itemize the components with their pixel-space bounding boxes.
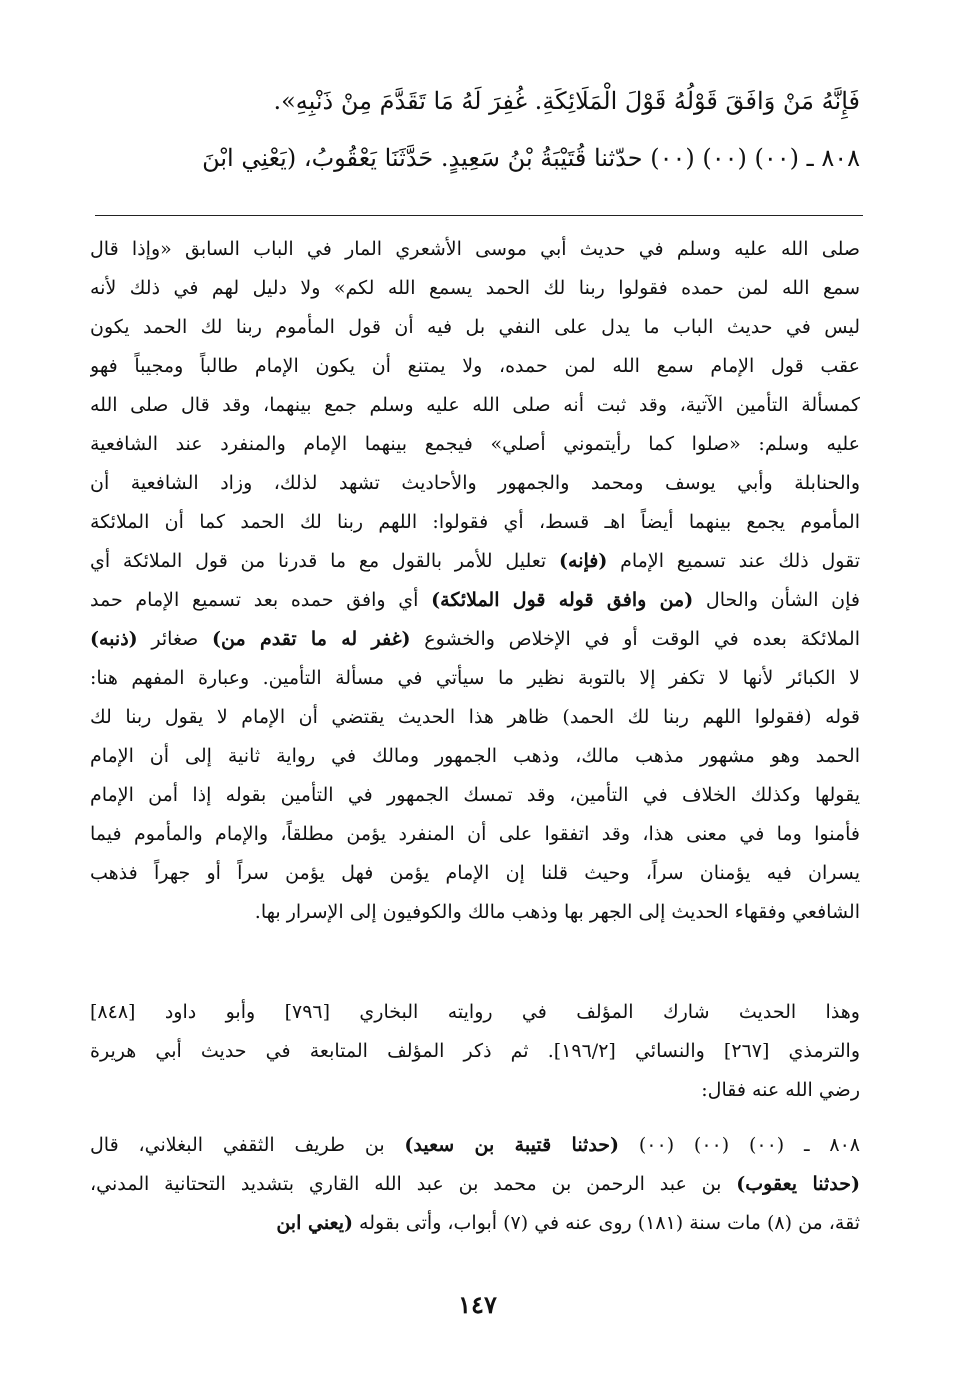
text-span: عقب قول الإمام سمع الله لمن حمده، ولا يمتنع أن يكون الإمام طالباً ومجيباً فهو [90, 355, 860, 377]
text-span: المأموم يجمع بينهما أيضاً اهـ قسط، أي فقولوا: اللهم ربنا لك الحمد كما أن الملائكة [90, 511, 860, 533]
text-span: أي وافق حمده بعد تسميع الإمام حمد [90, 589, 432, 611]
text-line [90, 230, 860, 269]
text-span: الشافعي وفقهاء الحديث إلى الجهر بها وذهب مالك والكوفيون إلى الإسرار بها. [254, 901, 860, 923]
text-line [90, 737, 860, 776]
text-span: سمع الله لمن حمده فقولوا ربنا لك الحمد يسمع الله لكم» ولا دليل لهم في ذلك لأنه [90, 277, 860, 299]
text-span: والحنابلة وأبي يوسف ومحمد والجمهور والأحاديث تشهد لذلك، وزاد الشافعية أن [90, 472, 860, 494]
text-span: وهذا الحديث شارك المؤلف في روايته البخاري [٧٩٦] وأبو داود [٨٤٨] [90, 1001, 860, 1023]
text-span: الحمد وهو مشهور مذهب مالك، وذهب الجمهور ومالك في رواية ثانية إلى أن الإمام [90, 745, 860, 767]
text-span: صلى الله عليه وسلم في حديث أبي موسى الأشعري المار في الباب السابق «وإذا قال [90, 238, 860, 260]
text-span: يقولها وكذلك الخلاف في التأمين، وقد تمسك الجمهور في التأمين بقوله إذا أمن الإمام [90, 784, 860, 806]
takhrij-block [90, 993, 860, 1110]
text-line [90, 542, 860, 581]
text-span: لا الكبائر لأنها لا تكفر إلا بالتوبة نظير ما سيأتي في مسألة التأمين. وعبارة المفهم هنا: [90, 667, 860, 689]
text-span: ٨٠٨ ـ (٠٠) (٠٠) (٠٠) [619, 1134, 860, 1156]
text-span: الملائكة بعده في الوقت أو في الإخلاص والخشوع [410, 628, 860, 650]
bold-quote: (حدثنا قتيبة بن سعيد) [404, 1134, 620, 1156]
text-line [90, 503, 860, 542]
text-span: فإن الشأن والحال [693, 589, 860, 611]
bold-quote: (ذنبه) [90, 628, 138, 650]
bold-quote: (من وافق قوله قول الملائكة) [431, 589, 694, 611]
next-hadith-block [90, 1126, 860, 1243]
bold-quote: (غفر له ما تقدم من) [212, 628, 411, 650]
text-span: فأمنوا وما في معنى هذا، وقد اتفقوا على أن المنفرد يؤمن مطلقاً، والإمام والمأموم فيما [90, 823, 860, 845]
text-line [90, 698, 860, 737]
text-line [90, 308, 860, 347]
bold-quote: (حدثنا يعقوب) [736, 1173, 860, 1195]
text-span: عليه وسلم: «صلوا كما رأيتموني أصلي» فيجمع بينهما الإمام والمنفرد عند الشافعية [90, 433, 860, 455]
text-line [90, 1071, 860, 1110]
text-span: رضي الله عنه فقال: [701, 1079, 860, 1101]
text-line [90, 659, 860, 698]
text-line [90, 425, 860, 464]
footnote-separator [95, 215, 863, 216]
hadith-text [90, 73, 860, 187]
text-line [90, 993, 860, 1032]
hadith-line: ٨٠٨ ـ (٠٠) (٠٠) (٠٠) حدّثنا قُتَيْبَةُ بْنُ سَعِيدٍ. حَدَّثَنَا يَعْقُوبُ، (يَعْنِي ابْنَ [202, 144, 860, 172]
text-line [90, 854, 860, 893]
text-span: بن عبد الرحمن بن محمد بن عبد الله القاري بتشديد التحتانية المدني، [90, 1173, 737, 1195]
text-span: يسران فيه يؤمنان سراً، وحيث قلنا إن الإمام يؤمن فهل يؤمن سراً أو جهراً فذهب [90, 862, 860, 884]
text-line [90, 1032, 860, 1071]
page-number: ١٤٧ [458, 1290, 497, 1319]
text-line [90, 347, 860, 386]
text-span: صغائر [137, 628, 213, 650]
text-line [90, 581, 860, 620]
text-span: ليس في حديث الباب ما يدل على النفي بل فيه أن قول المأموم ربنا لك الحمد يكون [90, 316, 860, 338]
text-span: بن طريف الثقفي البغلاني، قال [90, 1134, 405, 1156]
text-line [90, 1126, 860, 1165]
text-line [90, 386, 860, 425]
text-span: والترمذي [٢٦٧] والنسائي [١٩٦/٢]. ثم ذكر المؤلف المتابعة في حديث أبي هريرة [90, 1040, 860, 1062]
commentary-block [90, 230, 860, 932]
text-line [90, 776, 860, 815]
text-span: تعليل للأمر بالقول مع ما قدرنا من قول الملائكة أي [90, 550, 560, 572]
text-span: ثقة، من (٨) مات سنة (١٨١) روى عنه في (٧) أبواب، وأتى بقوله [353, 1212, 860, 1234]
bold-quote: (يعني ابن [276, 1212, 354, 1234]
text-line [90, 815, 860, 854]
text-line [90, 464, 860, 503]
text-span: قوله (فقولوا اللهم ربنا لك الحمد) ظاهر هذا الحديث يقتضي أن الإمام لا يقول ربنا لك [90, 706, 860, 728]
hadith-line: فَإِنَّهُ مَنْ وَافَقَ قَوْلُهُ قَوْلَ الْمَلَائِكَةِ. غُفِرَ لَهُ مَا تَقَدَّمَ مِنْ ذَنْبِهِ». [273, 87, 860, 115]
text-span: تقول ذلك عند تسميع الإمام [607, 550, 860, 572]
text-line [90, 620, 860, 659]
text-span: كمسألة التأمين الآتية، وقد ثبت أنه صلى الله عليه وسلم جمع بينهما، وقد قال صلى الله [90, 394, 860, 416]
bold-quote: (فإنه) [559, 550, 608, 572]
text-line [90, 893, 860, 932]
text-line [90, 1204, 860, 1243]
text-line [90, 1165, 860, 1204]
text-line [90, 269, 860, 308]
